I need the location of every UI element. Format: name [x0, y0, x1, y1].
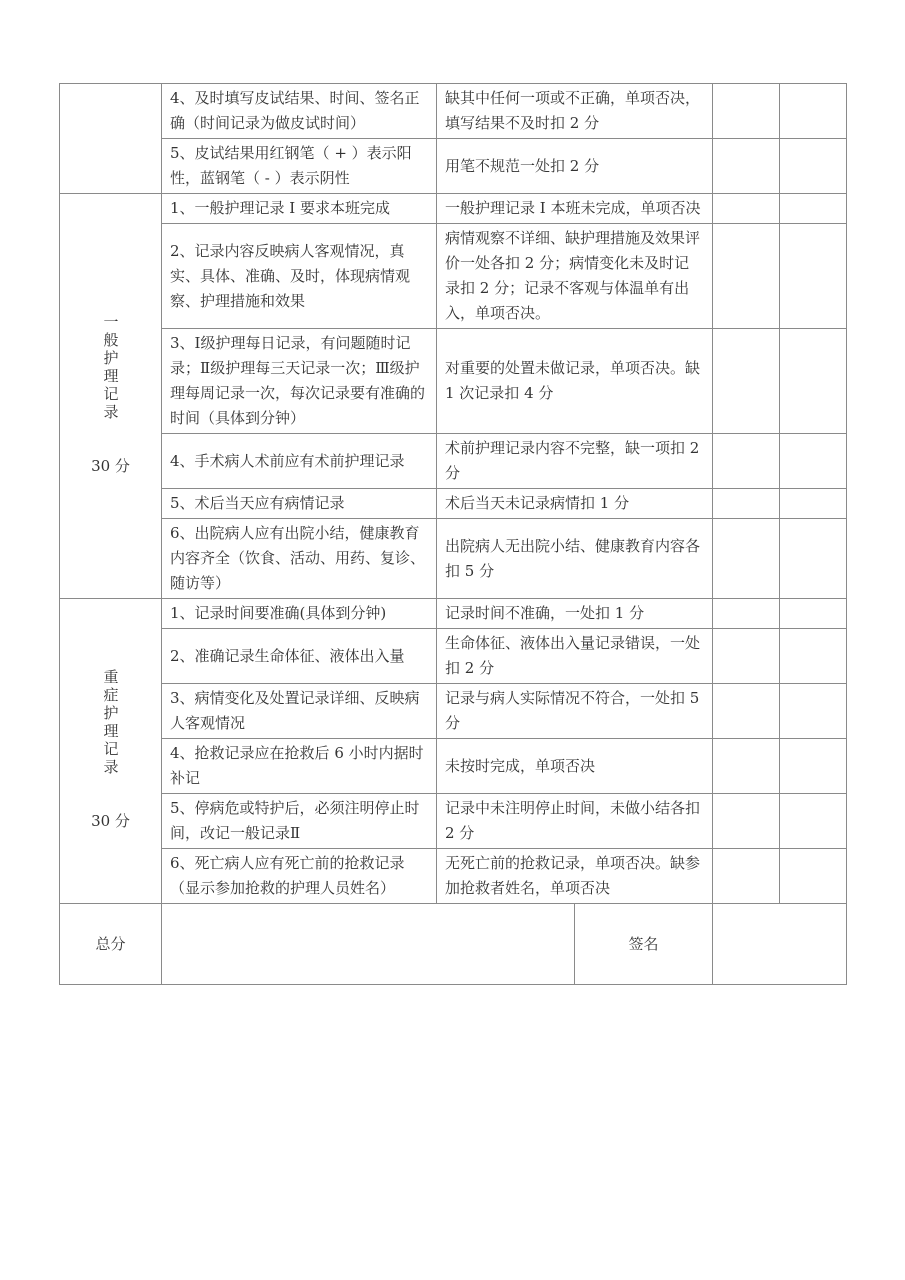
standard-cell: 5、术后当天应有病情记录	[162, 489, 437, 519]
nursing-record-score-table	[59, 83, 847, 985]
table-row	[60, 84, 847, 139]
remark-cell	[780, 489, 847, 519]
deduction-cell: 记录与病人实际情况不符合，一处扣 5 分	[437, 684, 713, 739]
score-cell	[713, 794, 780, 849]
deduction-cell: 记录时间不准确，一处扣 1 分	[437, 599, 713, 629]
score-table-body	[60, 84, 847, 985]
category-cell-continued	[60, 84, 162, 194]
table-row	[60, 139, 847, 194]
remark-cell	[780, 434, 847, 489]
table-row	[60, 434, 847, 489]
table-row	[60, 519, 847, 599]
remark-cell	[780, 684, 847, 739]
category-score: 30 分	[91, 811, 130, 830]
table-row	[60, 489, 847, 519]
standard-cell: 4、及时填写皮试结果、时间、签名正确（时间记录为做皮试时间）	[162, 84, 437, 139]
standard-cell: 6、出院病人应有出院小结，健康教育内容齐全（饮食、活动、用药、复诊、随访等）	[162, 519, 437, 599]
score-cell	[713, 629, 780, 684]
remark-cell	[780, 519, 847, 599]
standard-cell: 2、准确记录生命体征、液体出入量	[162, 629, 437, 684]
total-row	[60, 904, 847, 985]
score-cell	[713, 489, 780, 519]
deduction-cell: 术后当天未记录病情扣 1 分	[437, 489, 713, 519]
standard-cell: 5、皮试结果用红钢笔（ + ）表示阳性，蓝钢笔（ - ）表示阴性	[162, 139, 437, 194]
score-cell	[713, 194, 780, 224]
score-cell	[713, 84, 780, 139]
deduction-cell: 未按时完成，单项否决	[437, 739, 713, 794]
remark-cell	[780, 139, 847, 194]
standard-cell: 4、手术病人术前应有术前护理记录	[162, 434, 437, 489]
signature-value-cell[interactable]	[713, 904, 847, 985]
standard-cell: 2、记录内容反映病人客观情况，真实、具体、准确、及时，体现病情观察、护理措施和效果	[162, 224, 437, 329]
deduction-cell: 病情观察不详细、缺护理措施及效果评价一处各扣 2 分；病情变化未及时记录扣 2 分；记录不客观与体温单有出入，单项否决。	[437, 224, 713, 329]
table-row	[60, 194, 847, 224]
remark-cell	[780, 629, 847, 684]
remark-cell	[780, 739, 847, 794]
table-row	[60, 629, 847, 684]
standard-cell: 5、停病危或特护后，必须注明停止时间，改记一般记录Ⅱ	[162, 794, 437, 849]
deduction-cell: 出院病人无出院小结、健康教育内容各扣 5 分	[437, 519, 713, 599]
score-cell	[713, 139, 780, 194]
deduction-cell: 用笔不规范一处扣 2 分	[437, 139, 713, 194]
table-row	[60, 329, 847, 434]
table-row	[60, 794, 847, 849]
remark-cell	[780, 194, 847, 224]
deduction-cell: 对重要的处置未做记录，单项否决。缺 1 次记录扣 4 分	[437, 329, 713, 434]
score-cell	[713, 684, 780, 739]
category-name: 重症护理记录	[101, 668, 120, 777]
total-score-label: 总分	[60, 904, 162, 985]
remark-cell	[780, 599, 847, 629]
deduction-cell: 缺其中任何一项或不正确，单项否决，填写结果不及时扣 2 分	[437, 84, 713, 139]
total-score-value-cell[interactable]	[162, 904, 575, 985]
remark-cell	[780, 84, 847, 139]
signature-label: 签名	[575, 904, 713, 985]
score-cell	[713, 434, 780, 489]
standard-cell: 1、记录时间要准确(具体到分钟)	[162, 599, 437, 629]
standard-cell: 3、病情变化及处置记录详细、反映病人客观情况	[162, 684, 437, 739]
remark-cell	[780, 224, 847, 329]
remark-cell	[780, 329, 847, 434]
deduction-cell: 记录中未注明停止时间，未做小结各扣 2 分	[437, 794, 713, 849]
remark-cell	[780, 849, 847, 904]
table-row	[60, 224, 847, 329]
table-row	[60, 739, 847, 794]
standard-cell: 3、Ⅰ级护理每日记录，有问题随时记录；Ⅱ级护理每三天记录一次；Ⅲ级护理每周记录一次，每次记录要有准确的时间（具体到分钟）	[162, 329, 437, 434]
category-cell-general-record	[60, 194, 162, 599]
score-cell	[713, 224, 780, 329]
standard-cell: 6、死亡病人应有死亡前的抢救记录（显示参加抢救的护理人员姓名）	[162, 849, 437, 904]
score-cell	[713, 739, 780, 794]
deduction-cell: 无死亡前的抢救记录，单项否决。缺参加抢救者姓名，单项否决	[437, 849, 713, 904]
table-row	[60, 599, 847, 629]
deduction-cell: 术前护理记录内容不完整，缺一项扣 2 分	[437, 434, 713, 489]
deduction-cell: 一般护理记录 I 本班未完成，单项否决	[437, 194, 713, 224]
score-cell	[713, 849, 780, 904]
score-cell	[713, 519, 780, 599]
standard-cell: 4、抢救记录应在抢救后 6 小时内据时补记	[162, 739, 437, 794]
standard-cell: 1、一般护理记录 I 要求本班完成	[162, 194, 437, 224]
score-cell	[713, 599, 780, 629]
remark-cell	[780, 794, 847, 849]
table-row	[60, 684, 847, 739]
category-score: 30 分	[91, 456, 130, 475]
category-cell-critical-record	[60, 599, 162, 904]
score-cell	[713, 329, 780, 434]
table-row	[60, 849, 847, 904]
category-name: 一般护理记录	[101, 313, 120, 422]
deduction-cell: 生命体征、液体出入量记录错误，一处扣 2 分	[437, 629, 713, 684]
